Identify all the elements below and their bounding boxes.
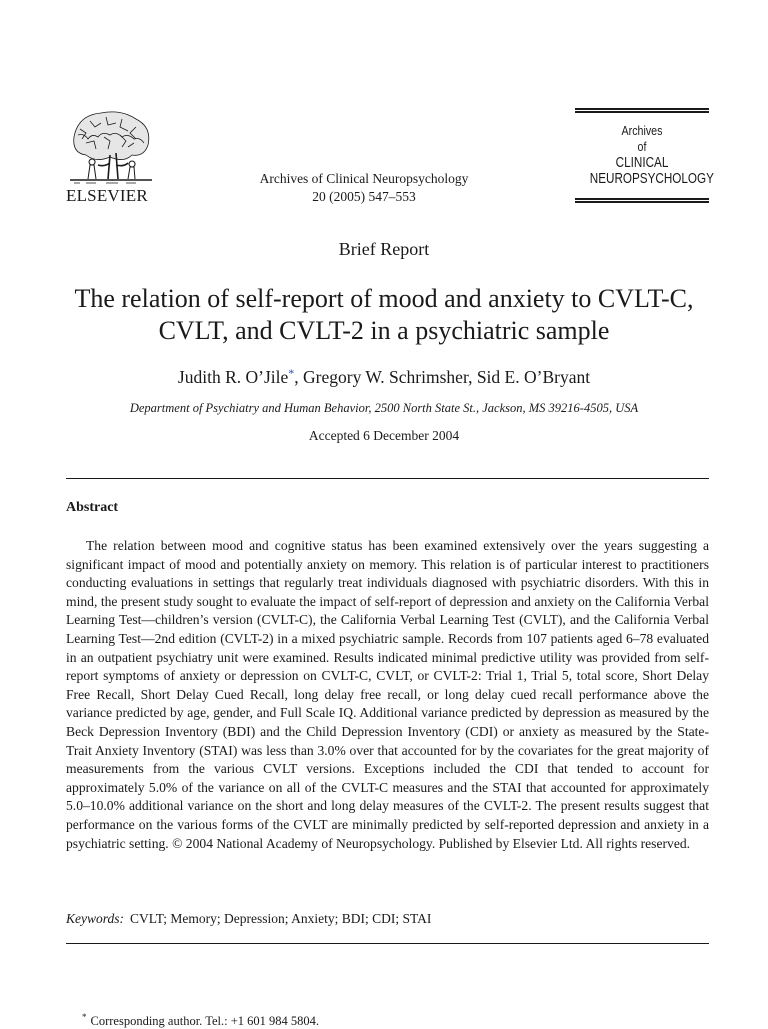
journal-name: Archives of Clinical Neuropsychology [259,171,469,186]
coauthor-names: , Gregory W. Schrimsher, Sid E. O’Bryant [294,367,591,387]
author-list [0,367,768,388]
journal-masthead [575,108,714,203]
author-name: Judith R. O’Jile [177,367,289,387]
journal-volume: 20 (2005) 547–553 [312,189,416,204]
keywords-list: CVLT; Memory; Depression; Anxiety; BDI; CDI; STAI [130,911,432,926]
accepted-date: Accepted 6 December 2004 [308,428,460,443]
masthead-line-3: CLINICAL [615,154,669,171]
footnote-text: Corresponding author. Tel.: +1 601 984 5804. [90,1014,319,1029]
masthead-line-2: of [637,139,647,154]
footnote-mark: * [82,1012,87,1022]
publisher-name: ELSEVIER [66,186,148,205]
author-affiliation: Department of Psychiatry and Human Behavior, 2500 North State St., Jackson, MS 39216-4505, USA [129,401,639,415]
journal-citation [230,170,498,206]
masthead-line-4: NEUROPSYCHOLOGY [589,170,714,187]
divider [66,478,709,479]
abstract-heading: Abstract [66,500,119,515]
abstract-text: The relation between mood and cognitive status has been examined extensively over the years suggesting a significant impact of mood and potentially anxiety on memory. This relation is of particular interest to practitioners conducting evaluations in settings that regularly treat individuals diagnosed with psychiatric disorders. With this in mind, the present study sought to evaluate the impact of self-report of depression and anxiety on the California Verbal Learning Test—children’s version (CVLT-C), the California Verbal Learning Test (CVLT), and the California Verbal Learning Test—2nd edition (CVLT-2) in a mixed psychiatric sample. Records from 107 patients aged 6–78 evaluated in an outpatient psychiatry unit were examined. Results indicated minimal predictive utility was provided from self-report symptoms of anxiety or depression on CVLT-C, CVLT, or CVLT-2: Trial 1, Trial 5, total score, Short Delay Free Recall, Short Delay Cued Recall, long delay free recall, or long delay cued recall performance above the variance predicted by age, gender, and Full Scale IQ. Additional variance predicted by depression as measured by the Beck Depression Inventory (BDI) and the Child Depression Inventory (CDI) or anxiety as measured by the State-Trait Anxiety Inventory (STAI) was less than 3.0% over that accounted for by the covariates for the great majority of measurements from the various CVLT versions. Exceptions included the CDI that tended to account for approximately 5.0% of the variance on all of the CVLT-C measures and the STAI that accounted for approximately 5.0–10.0% additional variance on the short and long delay measures of the CVLT-2. The present results suggest that performance on the various forms of the CVLT are minimally predicted by self-reported depression and anxiety in a psychiatric setting. © 2004 National Academy of Neuropsychology. Published by Elsevier Ltd. All rights reserved. [66,538,709,851]
masthead-line-1: Archives [621,123,663,138]
divider [66,943,709,944]
section-label: Brief Report [338,239,430,259]
keywords [66,911,709,927]
keywords-label: Keywords: [66,911,124,926]
corresponding-author-link[interactable]: * [288,366,295,380]
article-title: The relation of self-report of mood and anxiety to CVLT-C, CVLT, and CVLT-2 in a psychiatric sample [74,284,694,345]
footnote [82,1012,319,1029]
